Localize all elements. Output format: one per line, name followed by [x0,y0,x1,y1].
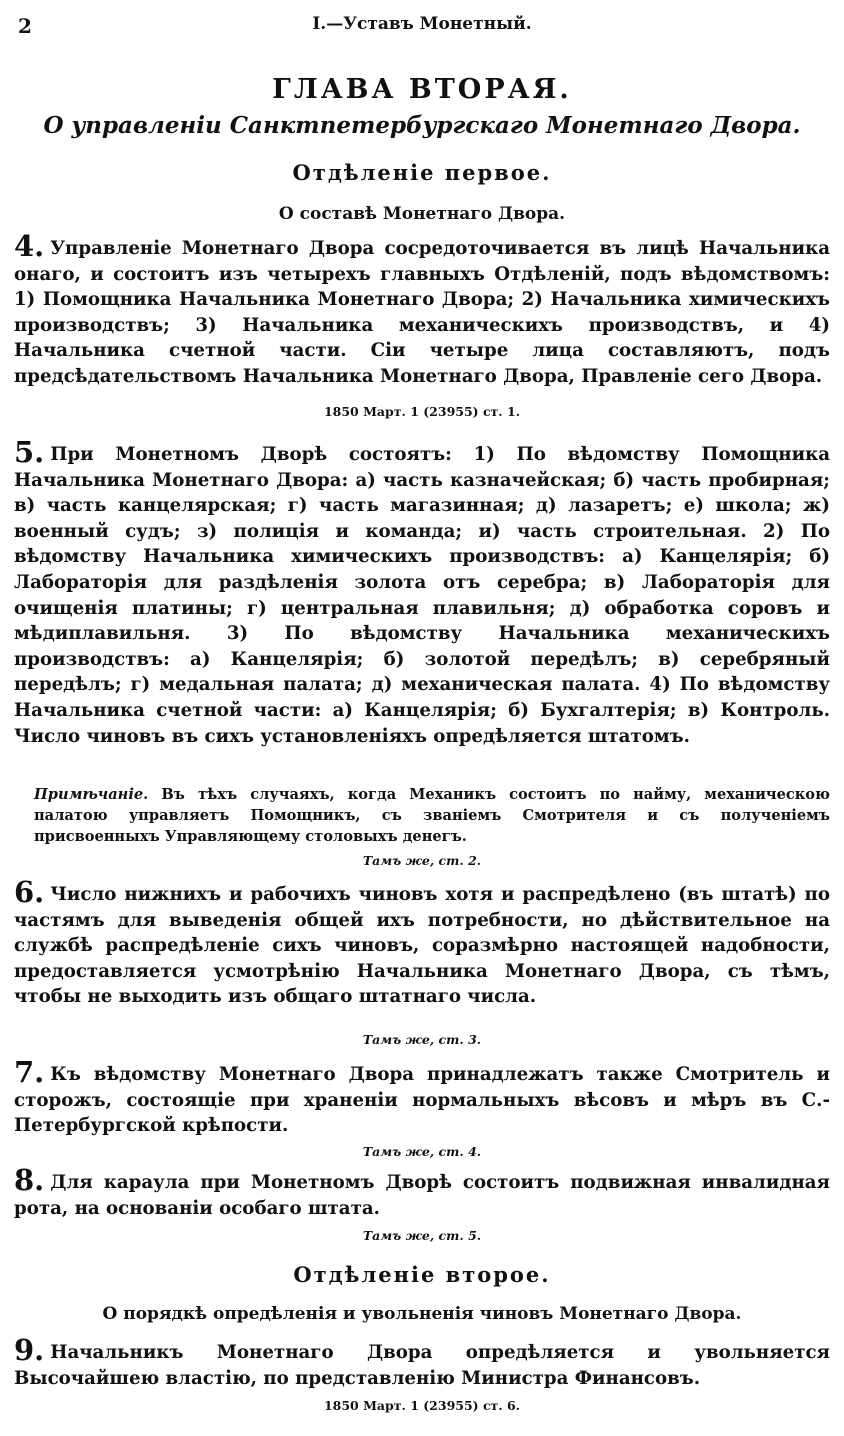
running-header [18,14,826,40]
article-citation: 1850 Март. 1 (23955) ст. 6. [323,1398,521,1413]
article-citation: Тамъ же, ст. 4. [362,1144,482,1159]
article-4 [14,229,830,390]
article-text: При Монетномъ Дворѣ состоятъ: 1) По вѣдомству Помощника Начальника Монетнаго Двора: а) часть казначейская; б) часть пробирная; в) часть канцелярская; г) часть магазинная; д) лазаретъ; е) школа; ж) военный судъ; з) полиція и команда; и) часть строительная. 2) По вѣдомству Начальника химическихъ производствъ: а) Канцелярія; б) Лабораторія для раздѣленія золота отъ серебра; в) Лабораторія для очищенія платины; г) центральная плавильня; д) обработка соровъ и мѣдиплавильня. 3) По вѣдомству Начальника механическихъ производствъ: а) Канцелярія; б) золотой передѣлъ; в) серебряный передѣлъ; г) медальная палата; д) механическая палата. 4) По вѣдомству Начальника счетной части: а) Канцелярія; б) Бухгалтерія; в) Контроль. Число чиновъ въ сихъ установленіяхъ опредѣляется штатомъ. [14,444,830,747]
article-text: Число нижнихъ и рабочихъ чиновъ хотя и распредѣлено (въ штатѣ) по частямъ для выведенія общей ихъ потребности, но дѣйствительное на службѣ распредѣленіе сихъ чиновъ, соразмѣрно настоящей надобности, предоставляется усмотрѣнію Начальника Монетнаго Двора, съ тѣмъ, чтобы не выходить изъ общаго штатнаго числа. [14,884,830,1008]
article-number: 8. [14,1163,45,1197]
article-text: Начальникъ Монетнаго Двора опредѣляется и увольняется Высочайшею властію, по представленію Министра Финансовъ. [14,1342,830,1389]
article-9 [14,1333,830,1391]
article-number: 9. [14,1333,45,1367]
article-note [34,784,830,847]
article-citation: Тамъ же, ст. 3. [362,1032,482,1047]
article-number: 7. [14,1055,45,1089]
article-number: 4. [14,229,45,263]
running-title: I.—Уставъ Монетный. [312,14,532,34]
article-citation: Тамъ же, ст. 5. [362,1228,482,1243]
article-text: Для караула при Монетномъ Дворѣ состоитъ подвижная инвалидная рота, на основаніи особаго штата. [14,1172,830,1219]
note-text: Въ тѣхъ случаяхъ, когда Механикъ состоитъ по найму, механическою палатою управляетъ Помощникъ, съ званіемъ Смотрителя и съ полученіемъ присвоенныхъ Управляющему столовыхъ денегъ. [34,786,830,845]
article-number: 5. [14,435,45,469]
chapter-title: ГЛАВА ВТОРАЯ. [272,74,572,105]
chapter-subtitle: О управленіи Санктпетербургскаго Монетнаго Двора. [43,112,801,139]
article-citation: Тамъ же, ст. 2. [362,853,482,868]
section-title: Отдѣленіе первое. [292,160,552,185]
article-5 [14,435,830,749]
note-label: Примѣчаніе. [34,786,149,803]
article-6 [14,875,830,1010]
article-text: Управленіе Монетнаго Двора сосредоточивается въ лицѣ Начальника онаго, и состоитъ изъ четырехъ главныхъ Отдѣленій, подъ вѣдомствомъ: 1) Помощника Начальника Монетнаго Двора; 2) Начальника химическихъ производствъ; 3) Начальника механическихъ производствъ, и 4) Начальника счетной части. Сіи четыре лица составляютъ, подъ предсѣдательствомъ Начальника Монетнаго Двора, Правленіе сего Двора. [14,238,830,387]
article-8 [14,1163,830,1221]
article-citation: 1850 Март. 1 (23955) ст. 1. [323,404,521,419]
section-title: Отдѣленіе второе. [293,1262,551,1287]
article-text: Къ вѣдомству Монетнаго Двора принадлежатъ также Смотритель и сторожъ, состоящіе при храненіи нормальныхъ вѣсовъ и мѣръ въ С.-Петербургской крѣпости. [14,1064,830,1137]
page-number: 2 [18,14,32,38]
section-subtitle: О составѣ Монетнаго Двора. [278,204,566,224]
article-7 [14,1055,830,1139]
article-number: 6. [14,875,45,909]
section-subtitle: О порядкѣ опредѣленія и увольненія чиновъ Монетнаго Двора. [102,1304,742,1324]
